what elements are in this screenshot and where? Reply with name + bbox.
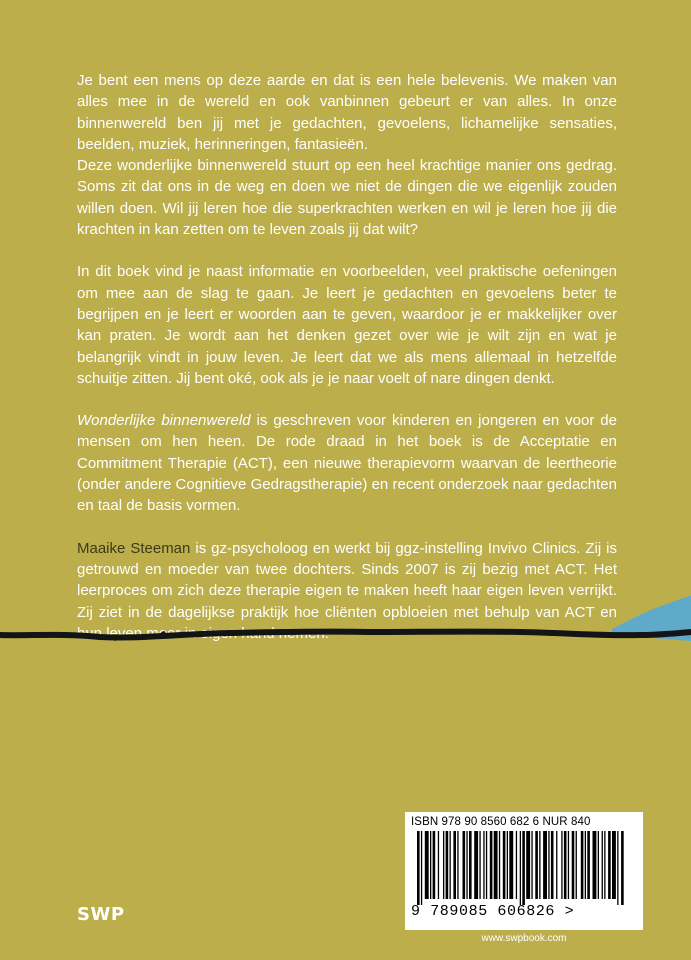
barcode-icon [411, 831, 637, 905]
publisher-logo: SWP [77, 904, 125, 925]
paragraph-intro: Je bent een mens op deze aarde en dat is een hele belevenis. We maken van alles mee in de wereld en ook vanbinnen gebeurt er van alles. In onze binnenwereld ben jij met je gedachten, gevoelens, lichamelijke sensaties, beelden, muziek, herinneringen, fantasieën. [77, 72, 617, 153]
paragraph-binnenwereld: Deze wonderlijke binnenwereld stuurt op een heel krachtige manier ons gedrag. Soms zit dat ons in de weg en doen we niet de dingen die we eigenlijk zouden willen doen. Wil jij leren hoe die superkrachten werken en wil je leren hoe jij die krachten in kan zetten om te leven zoals jij dat wilt? [77, 157, 617, 239]
author-name: Maaike Steeman [77, 539, 191, 557]
horizon-line-illustration [0, 595, 691, 665]
isbn-label: ISBN 978 90 8560 682 6 NUR 840 [411, 816, 591, 828]
paragraph-doelgroep [77, 410, 617, 516]
paragraph-doelgroep-text: is geschreven voor kinderen en jongeren en voor de mensen om hen heen. De rode draad in het boek is de Acceptatie en Commitment Therapie (ACT), een nieuwe therapievorm waarvan de leertheorie (onder andere Cognitieve Gedragstherapie) en recent onderzoek naar gedachten en taal de basis vormen. [77, 412, 617, 515]
ean-digits: 9 789085 606826 > [411, 903, 575, 920]
paragraph-boek: In dit boek vind je naast informatie en voorbeelden, veel praktische oefeningen om mee aan de slag te gaan. Je leert je gedachten en gevoelens beter te begrijpen en je leert er woorden aan te geven, waardoor je er makkelijker over kan praten. Je wordt aan het denken gezet over wie je wilt zijn en wat je belangrijk vindt in jouw leven. Je leert dat we als mens allemaal in hetzelfde schuitje zitten. Jij bent oké, ook als je je naar voelt of nare dingen denkt. [77, 263, 617, 387]
website-url: www.swpbook.com [481, 933, 567, 944]
paragraph-auteur-text: is gz-psycholoog en werkt bij ggz-instelling Invivo Clinics. Zij is getrouwd en moeder van twee dochters. Sinds 2007 is zij bezig met ACT. Het leerproces om zich deze therapie eigen te maken heeft haar eigen leven verrijkt. Zij ziet in de dagelijkse praktijk hoe cliënten opbloeien met behulp van ACT en hun leven meer in eigen hand nemen. [77, 539, 617, 642]
blurb-text [77, 70, 617, 644]
barcode-box [405, 812, 643, 930]
black-horizon-line [0, 632, 691, 638]
book-title-inline: Wonderlijke binnenwereld [77, 412, 251, 430]
